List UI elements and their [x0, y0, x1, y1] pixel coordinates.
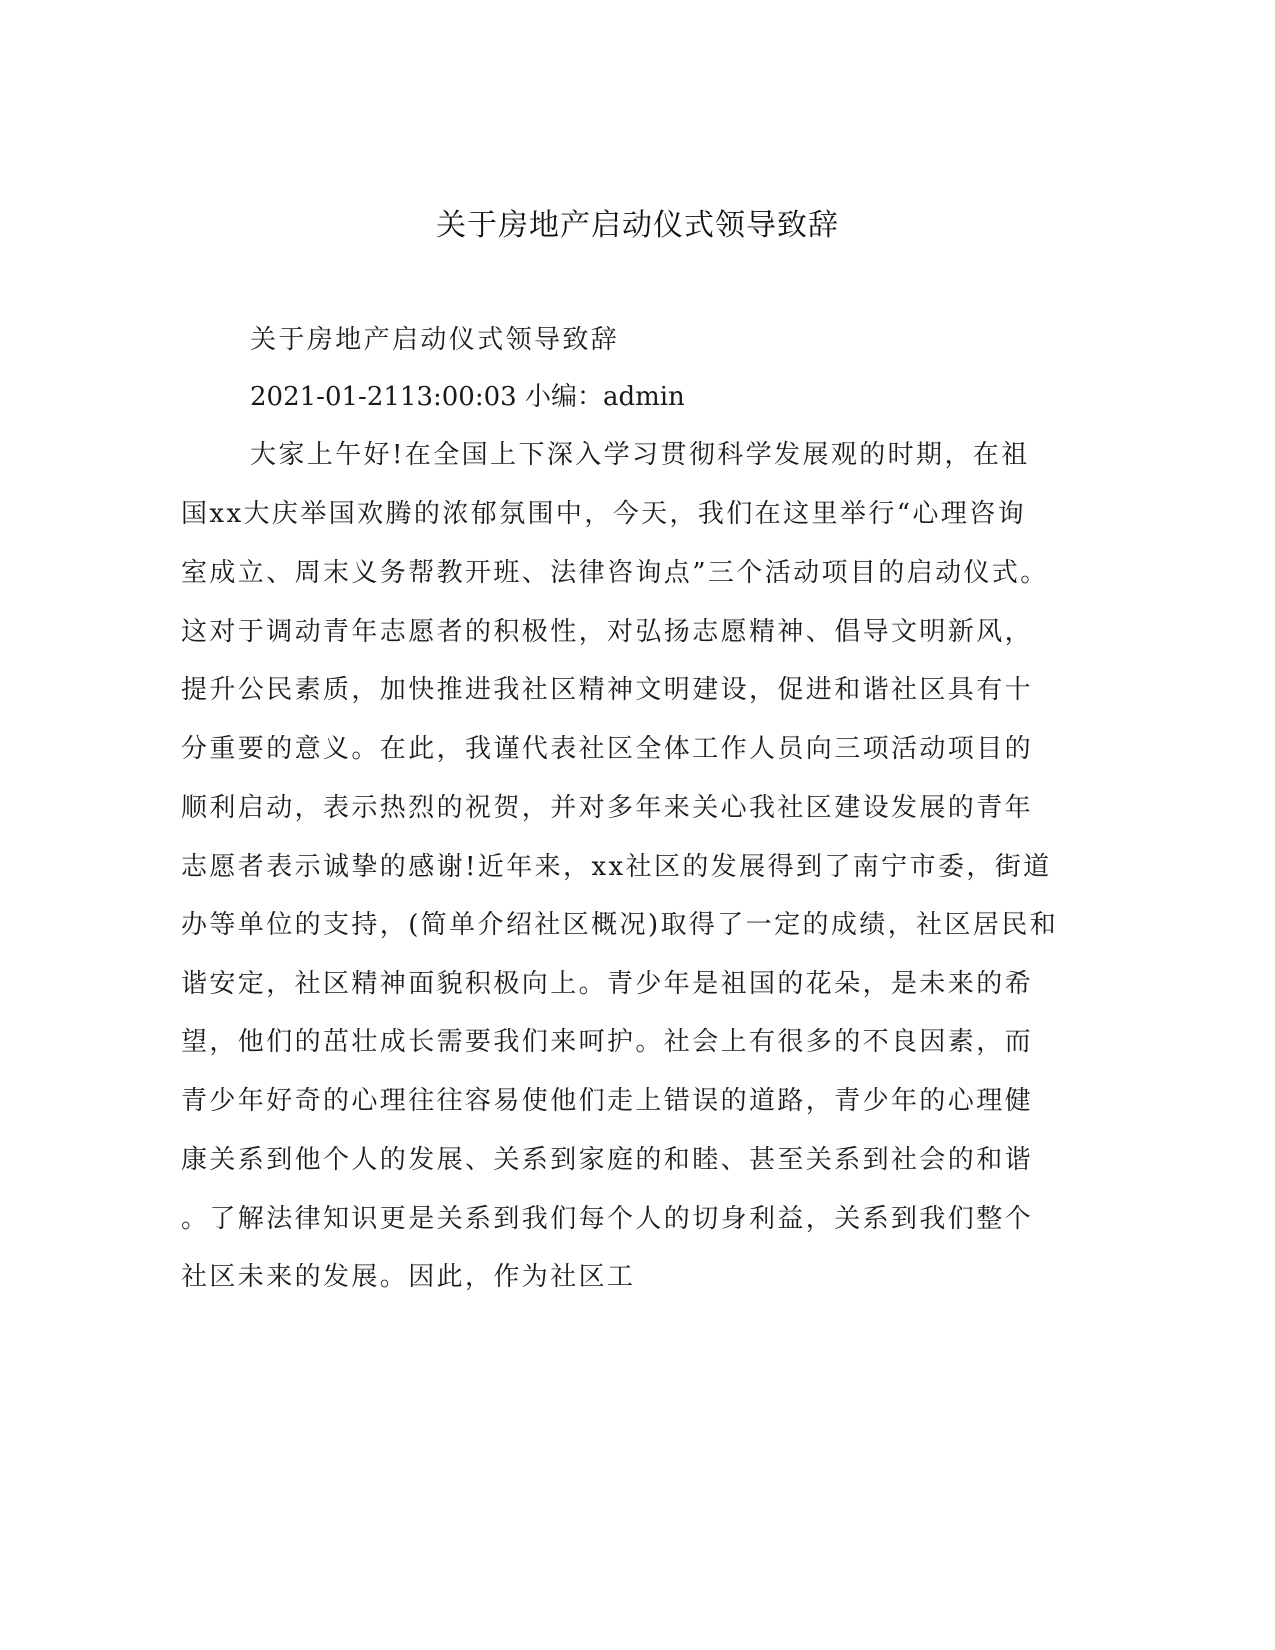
body-line: 国xx大庆举国欢腾的浓郁氛围中，今天，我们在这里举行“心理咨询: [181, 499, 1027, 529]
body-line: 社区未来的发展。因此，作为社区工: [181, 1262, 636, 1292]
body-line: 办等单位的支持，(简单介绍社区概况)取得了一定的成绩，社区居民和: [181, 910, 1059, 940]
document-title: 关于房地产启动仪式领导致辞: [436, 208, 839, 243]
body-line: 分重要的意义。在此，我谨代表社区全体工作人员向三项活动项目的: [181, 734, 1034, 764]
body-line: 志愿者表示诚挚的感谢!近年来，xx社区的发展得到了南宁市委，街道: [181, 852, 1052, 882]
meta-line: 2021-01-2113:00:03 小编：admin: [250, 382, 685, 412]
body-line: 室成立、周末义务帮教开班、法律咨询点”三个活动项目的启动仪式。: [181, 558, 1049, 588]
body-line: 谐安定，社区精神面貌积极向上。青少年是祖国的花朵，是未来的希: [181, 969, 1034, 999]
body-line: 顺利启动，表示热烈的祝贺，并对多年来关心我社区建设发展的青年: [181, 793, 1034, 823]
body-line: 。了解法律知识更是关系到我们每个人的切身利益，关系到我们整个: [181, 1204, 1034, 1234]
body-line: 望，他们的茁壮成长需要我们来呵护。社会上有很多的不良因素，而: [181, 1027, 1034, 1057]
subtitle-line: 关于房地产启动仪式领导致辞: [250, 325, 620, 355]
body-line: 大家上午好!在全国上下深入学习贯彻科学发展观的时期，在祖: [250, 440, 1030, 470]
body-line: 康关系到他个人的发展、关系到家庭的和睦、甚至关系到社会的和谐: [181, 1145, 1034, 1175]
body-line: 青少年好奇的心理往往容易使他们走上错误的道路，青少年的心理健: [181, 1086, 1034, 1116]
body-line: 提升公民素质，加快推进我社区精神文明建设，促进和谐社区具有十: [181, 675, 1034, 705]
body-line: 这对于调动青年志愿者的积极性，对弘扬志愿精神、倡导文明新风，: [181, 617, 1034, 647]
